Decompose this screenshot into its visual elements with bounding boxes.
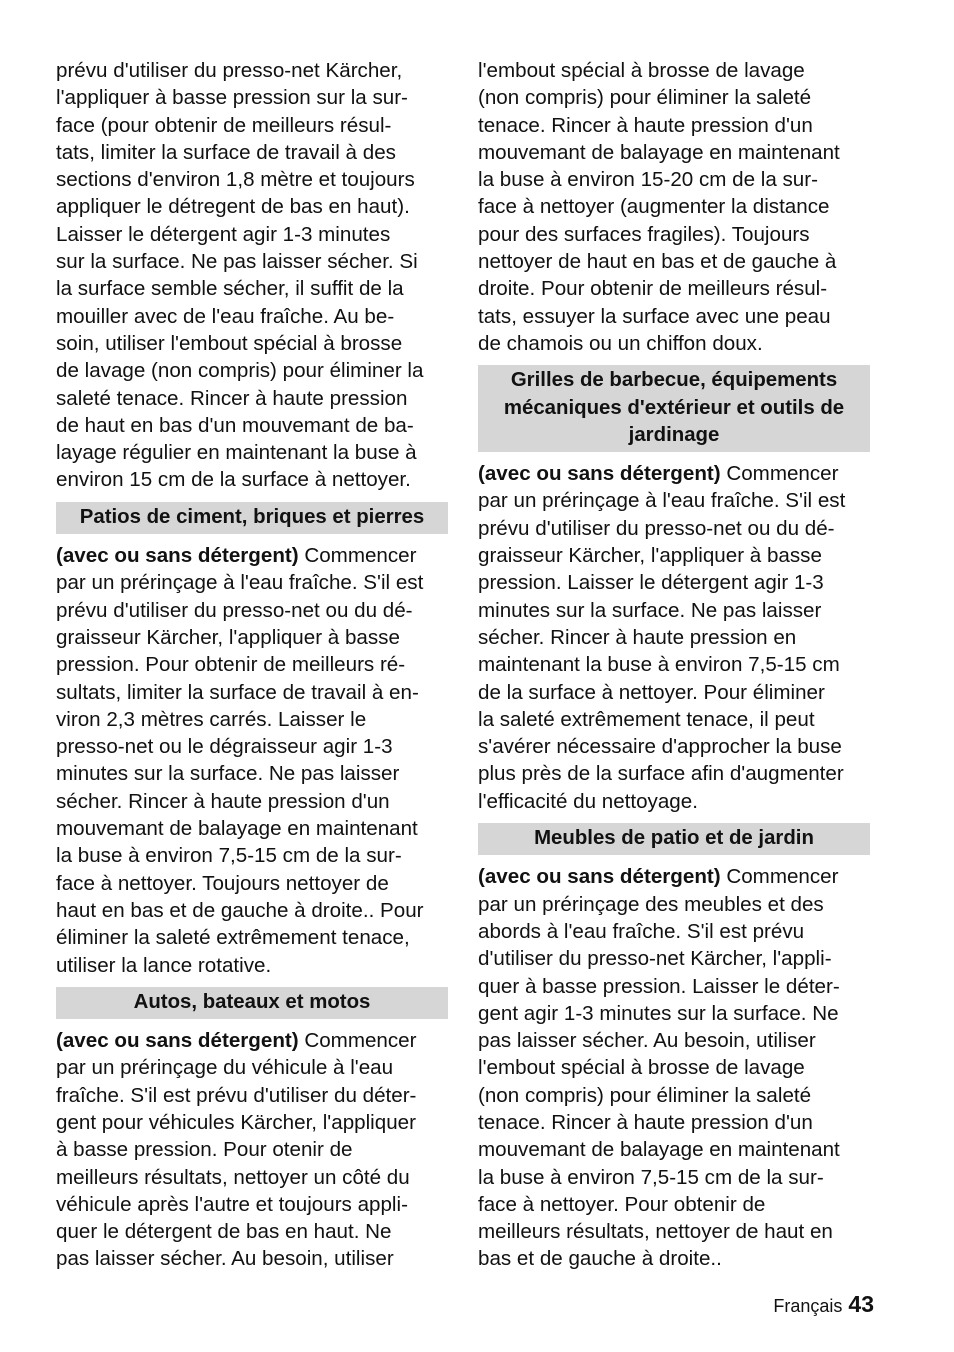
text-line: saleté tenace. Rincer à haute pression xyxy=(56,386,408,410)
section-heading-patios: Patios de ciment, briques et pierres xyxy=(56,502,448,534)
text-line: soin, utiliser l'embout spécial à brosse xyxy=(56,331,403,355)
section-heading-autos: Autos, bateaux et motos xyxy=(56,987,448,1019)
text-line: face (pour obtenir de meilleurs résul- xyxy=(56,113,392,137)
text-line: pour des surfaces fragiles). Toujours xyxy=(478,222,810,246)
text-line: gent pour véhicules Kärcher, l'appliquer xyxy=(56,1110,416,1134)
text-line: mouiller avec de l'eau fraîche. Au be- xyxy=(56,304,395,328)
text-line: pression. Pour obtenir de meilleurs ré- xyxy=(56,653,406,677)
text-line: (non compris) pour éliminer la saleté xyxy=(478,86,812,110)
section-heading-meubles: Meubles de patio et de jardin xyxy=(478,823,870,855)
right-intro-paragraph xyxy=(478,57,870,357)
text-line: sultats, limiter la surface de travail à en- xyxy=(56,680,419,704)
text-line: face à nettoyer (augmenter la distance xyxy=(478,195,830,219)
text-line: par un prérinçage à l'eau fraîche. S'il est xyxy=(56,571,424,595)
text-line: droite. Pour obtenir de meilleurs résul- xyxy=(478,277,828,301)
text-line: véhicule après l'autre et toujours appli- xyxy=(56,1192,408,1216)
lead-rest: Commencer xyxy=(720,462,839,486)
lead-bold: (avec ou sans détergent) xyxy=(56,1029,299,1053)
section-body-grilles xyxy=(478,460,870,815)
text-line: nettoyer de haut en bas et de gauche à xyxy=(478,250,837,274)
text-line: la buse à environ 7,5-15 cm de la sur- xyxy=(478,1165,824,1189)
text-line: viron 2,3 mètres carrés. Laisser le xyxy=(56,707,367,731)
text-line: à basse pression. Pour otenir de xyxy=(56,1138,353,1162)
text-line: mouvemant de balayage en maintenant xyxy=(478,1138,840,1162)
text-line: appliquer le détregent de bas en haut). xyxy=(56,195,410,219)
section-heading-grilles xyxy=(478,365,870,452)
section-body-meubles xyxy=(478,863,870,1272)
right-column xyxy=(478,57,870,1273)
heading-line: mécaniques d'extérieur et outils de xyxy=(503,396,845,419)
text-line: prévu d'utiliser du presso-net ou du dé- xyxy=(478,516,835,540)
text-line: face à nettoyer. Pour obtenir de xyxy=(478,1192,766,1216)
text-line: utiliser la lance rotative. xyxy=(56,953,272,977)
lead-line xyxy=(478,460,870,487)
text-line: s'avérer nécessaire d'approcher la buse xyxy=(478,735,842,759)
text-line: l'appliquer à basse pression sur la sur- xyxy=(56,86,408,110)
text-line: la surface semble sécher, il suffit de la xyxy=(56,277,404,301)
text-line: presso-net ou le dégraisseur agir 1-3 xyxy=(56,735,393,759)
section-body-patios xyxy=(56,542,448,979)
heading-line: jardinage xyxy=(628,423,720,446)
text-line: environ 15 cm de la surface à nettoyer. xyxy=(56,468,411,492)
text-line: face à nettoyer. Toujours nettoyer de xyxy=(56,871,389,895)
text-line: mouvemant de balayage en maintenant xyxy=(478,140,840,164)
text-line: d'utiliser du presso-net Kärcher, l'appli- xyxy=(478,947,832,971)
text-line: maintenant la buse à environ 7,5-15 cm xyxy=(478,653,840,677)
text-line: la buse à environ 15-20 cm de la sur- xyxy=(478,168,818,192)
text-line: graisseur Kärcher, l'appliquer à basse xyxy=(478,544,822,568)
text-line: fraîche. S'il est prévu d'utiliser du déter- xyxy=(56,1083,417,1107)
text-line: pression. Laisser le détergent agir 1-3 xyxy=(478,571,824,595)
lead-bold: (avec ou sans détergent) xyxy=(478,865,721,889)
text-line: quer à basse pression. Laisser le déter- xyxy=(478,974,840,998)
text-line: éliminer la saleté extrêmement tenace, xyxy=(56,926,410,950)
heading-line: Grilles de barbecue, équipements xyxy=(510,369,838,392)
text-line: de la surface à nettoyer. Pour éliminer xyxy=(478,680,825,704)
text-line: de lavage (non compris) pour éliminer la xyxy=(56,359,424,383)
text-line: (non compris) pour éliminer la saleté xyxy=(478,1083,812,1107)
text-line: l'embout spécial à brosse de lavage xyxy=(478,59,805,82)
text-line: gent agir 1-3 minutes sur la surface. Ne xyxy=(478,1001,839,1025)
lead-line xyxy=(478,863,870,890)
text-line: tats, essuyer la surface avec une peau xyxy=(478,304,831,328)
footer-language: Français xyxy=(773,1296,843,1316)
text-line: pas laisser sécher. Au besoin, utiliser xyxy=(56,1247,394,1271)
text-line: quer le détergent de bas en haut. Ne xyxy=(56,1220,392,1244)
text-line: sécher. Rincer à haute pression d'un xyxy=(56,789,390,813)
text-line: minutes sur la surface. Ne pas laisser xyxy=(478,598,822,622)
text-line: sur la surface. Ne pas laisser sécher. Si xyxy=(56,250,418,274)
text-line: pas laisser sécher. Au besoin, utiliser xyxy=(478,1029,816,1053)
text-line: minutes sur la surface. Ne pas laisser xyxy=(56,762,400,786)
text-line: par un prérinçage des meubles et des xyxy=(478,892,824,916)
text-line: haut en bas et de gauche à droite.. Pour xyxy=(56,898,424,922)
lead-rest: Commencer xyxy=(298,544,417,568)
text-line: l'efficacité du nettoyage. xyxy=(478,789,698,813)
lead-line xyxy=(56,542,448,569)
text-line: meilleurs résultats, nettoyer un côté du xyxy=(56,1165,410,1189)
text-line: prévu d'utiliser du presso-net Kärcher, xyxy=(56,59,403,82)
text-line: abords à l'eau fraîche. S'il est prévu xyxy=(478,919,805,943)
text-line: prévu d'utiliser du presso-net ou du dé- xyxy=(56,598,413,622)
lead-bold: (avec ou sans détergent) xyxy=(56,544,299,568)
lead-rest: Commencer xyxy=(298,1029,417,1053)
text-line: la buse à environ 7,5-15 cm de la sur- xyxy=(56,844,402,868)
text-line: par un prérinçage à l'eau fraîche. S'il est xyxy=(478,489,846,513)
text-line: tenace. Rincer à haute pression d'un xyxy=(478,113,813,137)
text-line: sections d'environ 1,8 mètre et toujours xyxy=(56,168,415,192)
text-line: mouvemant de balayage en maintenant xyxy=(56,817,418,841)
left-column xyxy=(56,57,448,1273)
text-line: tenace. Rincer à haute pression d'un xyxy=(478,1110,813,1134)
text-line: sécher. Rincer à haute pression en xyxy=(478,625,797,649)
text-line: plus près de la surface afin d'augmenter xyxy=(478,762,844,786)
text-line: bas et de gauche à droite.. xyxy=(478,1247,722,1271)
lead-line xyxy=(56,1027,448,1054)
text-line: la saleté extrêmement tenace, il peut xyxy=(478,707,815,731)
text-line: tats, limiter la surface de travail à des xyxy=(56,140,396,164)
text-line: meilleurs résultats, nettoyer de haut en xyxy=(478,1220,833,1244)
text-line: de haut en bas d'un mouvemant de ba- xyxy=(56,413,414,437)
page-number: 43 xyxy=(848,1291,874,1317)
text-line: de chamois ou un chiffon doux. xyxy=(478,331,763,355)
text-line: graisseur Kärcher, l'appliquer à basse xyxy=(56,625,400,649)
left-intro-paragraph xyxy=(56,57,448,494)
text-line: l'embout spécial à brosse de lavage xyxy=(478,1056,805,1080)
section-body-autos xyxy=(56,1027,448,1273)
lead-bold: (avec ou sans détergent) xyxy=(478,462,721,486)
text-line: layage régulier en maintenant la buse à xyxy=(56,441,417,465)
page-footer xyxy=(773,1291,874,1318)
text-line: Laisser le détergent agir 1-3 minutes xyxy=(56,222,391,246)
text-line: par un prérinçage du véhicule à l'eau xyxy=(56,1056,394,1080)
lead-rest: Commencer xyxy=(720,865,839,889)
